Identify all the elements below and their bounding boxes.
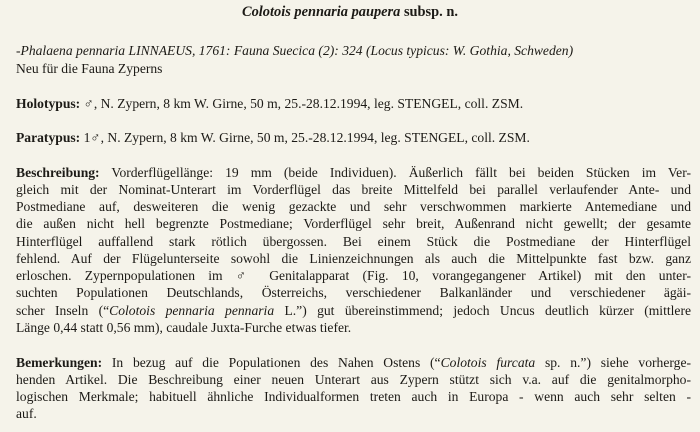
beschreibung-text-1: Vorderflügellänge: 19 mm (beide Individuen). Äußerlich fällt bei beiden Stücken im Ver- bbox=[99, 165, 691, 180]
bemerkungen-line-2: henden Artikel. Die Beschreibung einer neuen Unterart aus Zypern stützt sich v.a. auf die genitalmorpho- bbox=[16, 372, 691, 387]
beschreibung-line-7: erloschen. Zypernpopulationen im ♂ Genitalapparat (Fig. 10, vorangegangener Artikel) mit den unter- bbox=[16, 268, 691, 283]
beschreibung-line-6: fehlend. Auf der Flügelunterseite sowohl die Linienzeichnungen als auch die Mittelpunkte fast bzw. ganz bbox=[16, 251, 691, 266]
beschreibung-line-1 bbox=[16, 164, 691, 181]
synonym-text: -Phalaena pennaria LINNAEUS, 1761: Fauna Suecica (2): 324 (Locus typicus: W. Gothia, Schweden) bbox=[16, 43, 574, 58]
beschreibung-line-8: suchten Populationen Deutschlands, Österreichs, verschiedener Balkanländer und verschiedener ägäi- bbox=[16, 285, 691, 300]
beschreibung-line-4: die außen nicht hell begrenzte Postmediane; Vorderflügel sehr breit, Außenrand nicht gewellt; der gesamte bbox=[16, 216, 691, 231]
beschreibung-line-3: Postmediane auf, desweiteren die wenig gezackte und sehr verschwommen markierte Antemediane und bbox=[16, 199, 691, 214]
beschreibung-text-9a: scher Inseln (“ bbox=[16, 303, 110, 318]
beschreibung-label: Beschreibung: bbox=[16, 165, 100, 180]
bemerkungen-label: Bemerkungen: bbox=[16, 355, 103, 370]
synonym-line bbox=[16, 42, 573, 59]
paratypus-label: Paratypus: bbox=[16, 130, 81, 145]
beschreibung-line-9 bbox=[16, 302, 691, 319]
bemerkungen-line-4: auf. bbox=[16, 406, 37, 421]
species-reference-nominate: Colotois pennaria pennaria bbox=[109, 303, 275, 318]
species-name: Colotois pennaria paupera bbox=[242, 4, 401, 20]
species-title bbox=[0, 4, 700, 21]
holotypus-text: ♂, N. Zypern, 8 km W. Girne, 50 m, 25.-28.12.1994, leg. STENGEL, coll. ZSM. bbox=[80, 96, 524, 111]
bemerkungen-text-1b: sp. n.”) siehe vorherge- bbox=[535, 355, 692, 370]
beschreibung-line-2: gleich mit der Nominat-Unterart im Vorderflügel das breite Mittelfeld bei parallel verlaufender Ante- und bbox=[16, 182, 691, 197]
bemerkungen-text-1a: In bezug auf die Populationen des Nahen Ostens (“ bbox=[102, 355, 441, 370]
bemerkungen-line-1 bbox=[16, 354, 691, 371]
species-reference-furcata: Colotois furcata bbox=[440, 355, 536, 370]
subspecies-marker: subsp. n. bbox=[403, 4, 458, 20]
bemerkungen-line-3: logischen Merkmale; habituell ähnliche Individualformen treten auch in Europa - wenn auch sehr selten - bbox=[16, 389, 691, 404]
fauna-note: Neu für die Fauna Zyperns bbox=[16, 61, 163, 76]
holotypus-label: Holotypus: bbox=[16, 96, 81, 111]
holotypus-paragraph bbox=[16, 95, 523, 112]
paratypus-text: 1♂, N. Zypern, 8 km W. Girne, 50 m, 25.-28.12.1994, leg. STENGEL, coll. ZSM. bbox=[80, 130, 530, 145]
paratypus-paragraph bbox=[16, 129, 530, 146]
beschreibung-line-5: Hinterflügel auffallend stark rötlich übergossen. Bei einem Stück die Postmediane der Hinterflügel bbox=[16, 234, 691, 249]
beschreibung-text-9b: L.”) gut übereinstimmend; jedoch Uncus deutlich kürzer (mittlere bbox=[274, 303, 691, 318]
beschreibung-line-10: Länge 0,44 statt 0,56 mm), caudale Juxta-Furche etwas tiefer. bbox=[16, 320, 352, 335]
